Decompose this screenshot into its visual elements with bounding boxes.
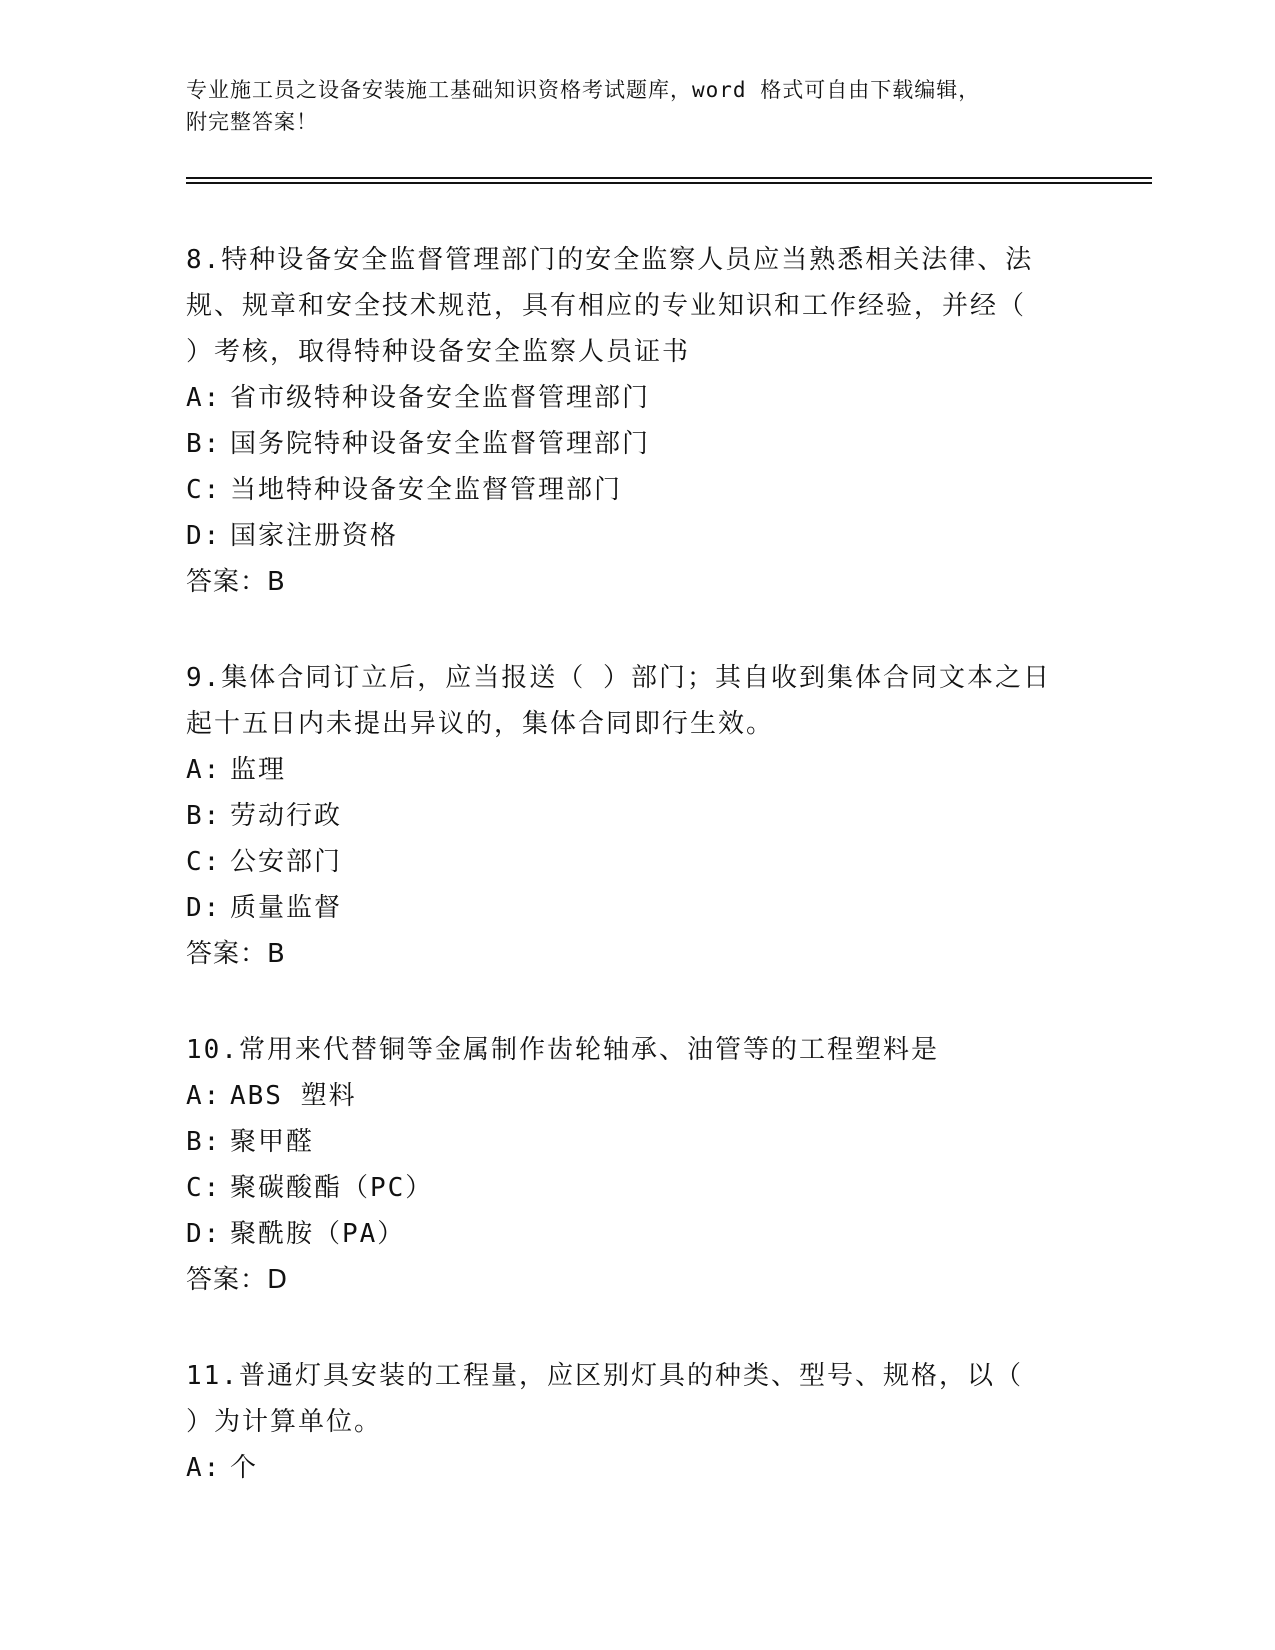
option-text: ABS 塑料 xyxy=(230,1081,357,1111)
option-text: 国务院特种设备安全监督管理部门 xyxy=(230,429,651,459)
question-text-line: 8.特种设备安全监督管理部门的安全监察人员应当熟悉相关法律、法 xyxy=(186,245,1034,275)
question-9 xyxy=(186,655,1086,977)
option-a xyxy=(186,1073,1086,1119)
question-11 xyxy=(186,1353,1086,1491)
option-text: 国家注册资格 xyxy=(230,521,399,551)
document-header xyxy=(186,74,1086,138)
option-a xyxy=(186,1445,1086,1491)
option-d xyxy=(186,885,1086,931)
option-text: 质量监督 xyxy=(230,893,343,923)
question-text-line: 10.常用来代替铜等金属制作齿轮轴承、油管等的工程塑料是 xyxy=(186,1035,939,1065)
answer-line: 答案：D xyxy=(186,1265,289,1295)
option-letter: B: xyxy=(186,801,222,831)
header-line-2: 附完整答案！ xyxy=(186,110,318,134)
option-text: 省市级特种设备安全监督管理部门 xyxy=(230,383,651,413)
option-text: 监理 xyxy=(230,755,287,785)
question-text-line: ）为计算单位。 xyxy=(186,1407,383,1437)
question-text xyxy=(186,655,1086,747)
question-text-line: 11.普通灯具安装的工程量，应区别灯具的种类、型号、规格，以（ xyxy=(186,1361,1023,1391)
option-letter: D: xyxy=(186,1219,222,1249)
option-letter: A: xyxy=(186,755,222,785)
question-text-line: 9.集体合同订立后，应当报送（ ）部门；其自收到集体合同文本之日 xyxy=(186,663,1051,693)
question-text xyxy=(186,1027,1086,1073)
option-text: 聚碳酸酯（PC） xyxy=(230,1173,434,1203)
question-text xyxy=(186,1353,1086,1445)
question-text xyxy=(186,237,1086,375)
option-letter: D: xyxy=(186,893,222,923)
option-text: 聚酰胺（PA） xyxy=(230,1219,406,1249)
option-a xyxy=(186,375,1086,421)
option-b xyxy=(186,421,1086,467)
option-b xyxy=(186,793,1086,839)
question-text-line: 规、规章和安全技术规范，具有相应的专业知识和工作经验，并经（ xyxy=(186,291,1027,321)
option-letter: B: xyxy=(186,429,222,459)
option-a xyxy=(186,747,1086,793)
answer-line: 答案：B xyxy=(186,567,286,597)
option-letter: A: xyxy=(186,1081,222,1111)
answer-line: 答案：B xyxy=(186,939,286,969)
header-line-1: 专业施工员之设备安装施工基础知识资格考试题库，word 格式可自由下载编辑， xyxy=(186,78,981,102)
option-d xyxy=(186,1211,1086,1257)
question-text-line: 起十五日内未提出异议的，集体合同即行生效。 xyxy=(186,709,775,739)
question-10 xyxy=(186,1027,1086,1303)
option-letter: D: xyxy=(186,521,222,551)
option-text: 劳动行政 xyxy=(230,801,343,831)
option-letter: C: xyxy=(186,1173,222,1203)
option-c xyxy=(186,467,1086,513)
option-c xyxy=(186,1165,1086,1211)
header-divider-top xyxy=(186,177,1152,179)
option-b xyxy=(186,1119,1086,1165)
question-8 xyxy=(186,237,1086,605)
option-letter: C: xyxy=(186,847,222,877)
option-text: 个 xyxy=(230,1453,259,1483)
option-d xyxy=(186,513,1086,559)
option-letter: C: xyxy=(186,475,222,505)
question-list xyxy=(186,237,1086,1541)
option-text: 聚甲醛 xyxy=(230,1127,315,1157)
option-text: 公安部门 xyxy=(230,847,343,877)
option-c xyxy=(186,839,1086,885)
header-divider-bottom xyxy=(186,182,1152,184)
option-text: 当地特种设备安全监督管理部门 xyxy=(230,475,623,505)
option-letter: A: xyxy=(186,383,222,413)
option-letter: B: xyxy=(186,1127,222,1157)
question-text-line: ）考核，取得特种设备安全监察人员证书 xyxy=(186,337,691,367)
option-letter: A: xyxy=(186,1453,222,1483)
